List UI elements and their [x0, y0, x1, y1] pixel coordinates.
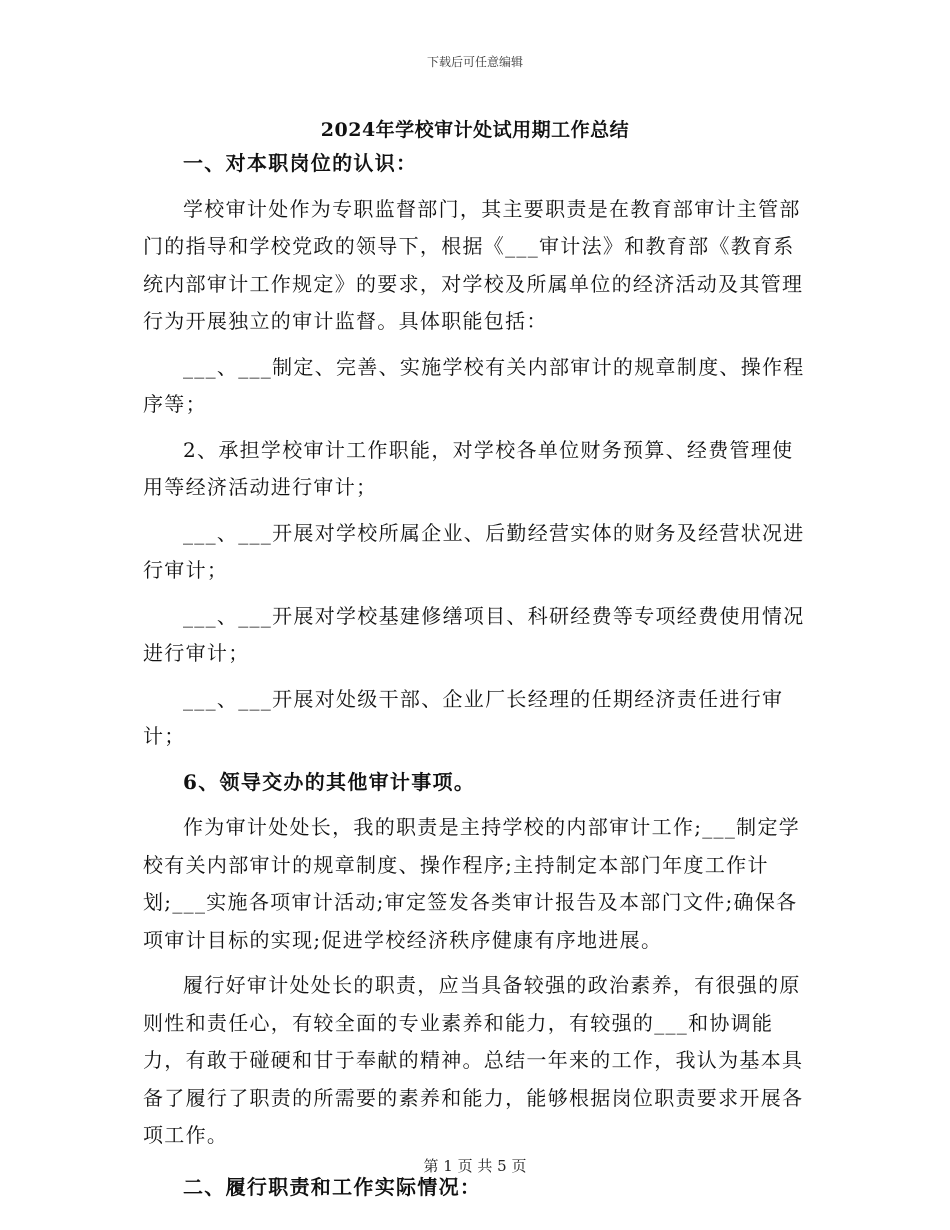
- item-heading-6: 6、领导交办的其他审计事项。: [183, 769, 476, 794]
- document-title: 2024年学校审计处试用期工作总结: [320, 119, 630, 141]
- paragraph: 2、承担学校审计工作职能，对学校各单位财务预算、经费管理使用等经济活动进行审计；: [143, 437, 794, 499]
- paragraph: ___、___开展对处级干部、企业厂长经理的任期经济责任进行审计；: [143, 686, 784, 748]
- header-note: 下载后可任意编辑: [426, 55, 523, 69]
- paragraph: 履行好审计处处长的职责，应当具备较强的政治素养，有很强的原则性和责任心，有较全面的专业素养和能力，有较强的___和协调能力，有敢于碰硬和甘于奉献的精神。总结一年来的工作，我认为基本具备了履行了职责的所需要的素养和能力，能够根据岗位职责要求开展各项工作。: [143, 973, 804, 1147]
- paragraph: ___、___开展对学校基建修缮项目、科研经费等专项经费使用情况进行审计；: [143, 603, 805, 665]
- document-body: [143, 145, 808, 1206]
- paragraph: 作为审计处处长，我的职责是主持学校的内部审计工作;___制定学校有关内部审计的规章制度、操作程序;主持制定本部门年度工作计划;___实施各项审计活动;审定签发各类审计报告及本部门文件;确保各项审计目标的实现;促进学校经济秩序健康有序地进展。: [143, 815, 801, 952]
- section-heading-1: 一、对本职岗位的认识：: [183, 151, 418, 175]
- paragraph: ___、___制定、完善、实施学校有关内部审计的规章制度、操作程序等；: [143, 354, 805, 416]
- paragraph: ___、___开展对学校所属企业、后勤经营实体的财务及经营状况进行审计；: [143, 520, 805, 582]
- paragraph: 学校审计处作为专职监督部门，其主要职责是在教育部审计主管部门的指导和学校党政的领导下，根据《___审计法》和教育部《教育系统内部审计工作规定》的要求，对学校及所属单位的经济活动及其管理行为开展独立的审计监督。具体职能包括：: [143, 196, 804, 333]
- section-heading-2: 二、履行职责和工作实际情况：: [183, 1174, 482, 1199]
- page-number: 第 1 页 共 5 页: [423, 1157, 527, 1175]
